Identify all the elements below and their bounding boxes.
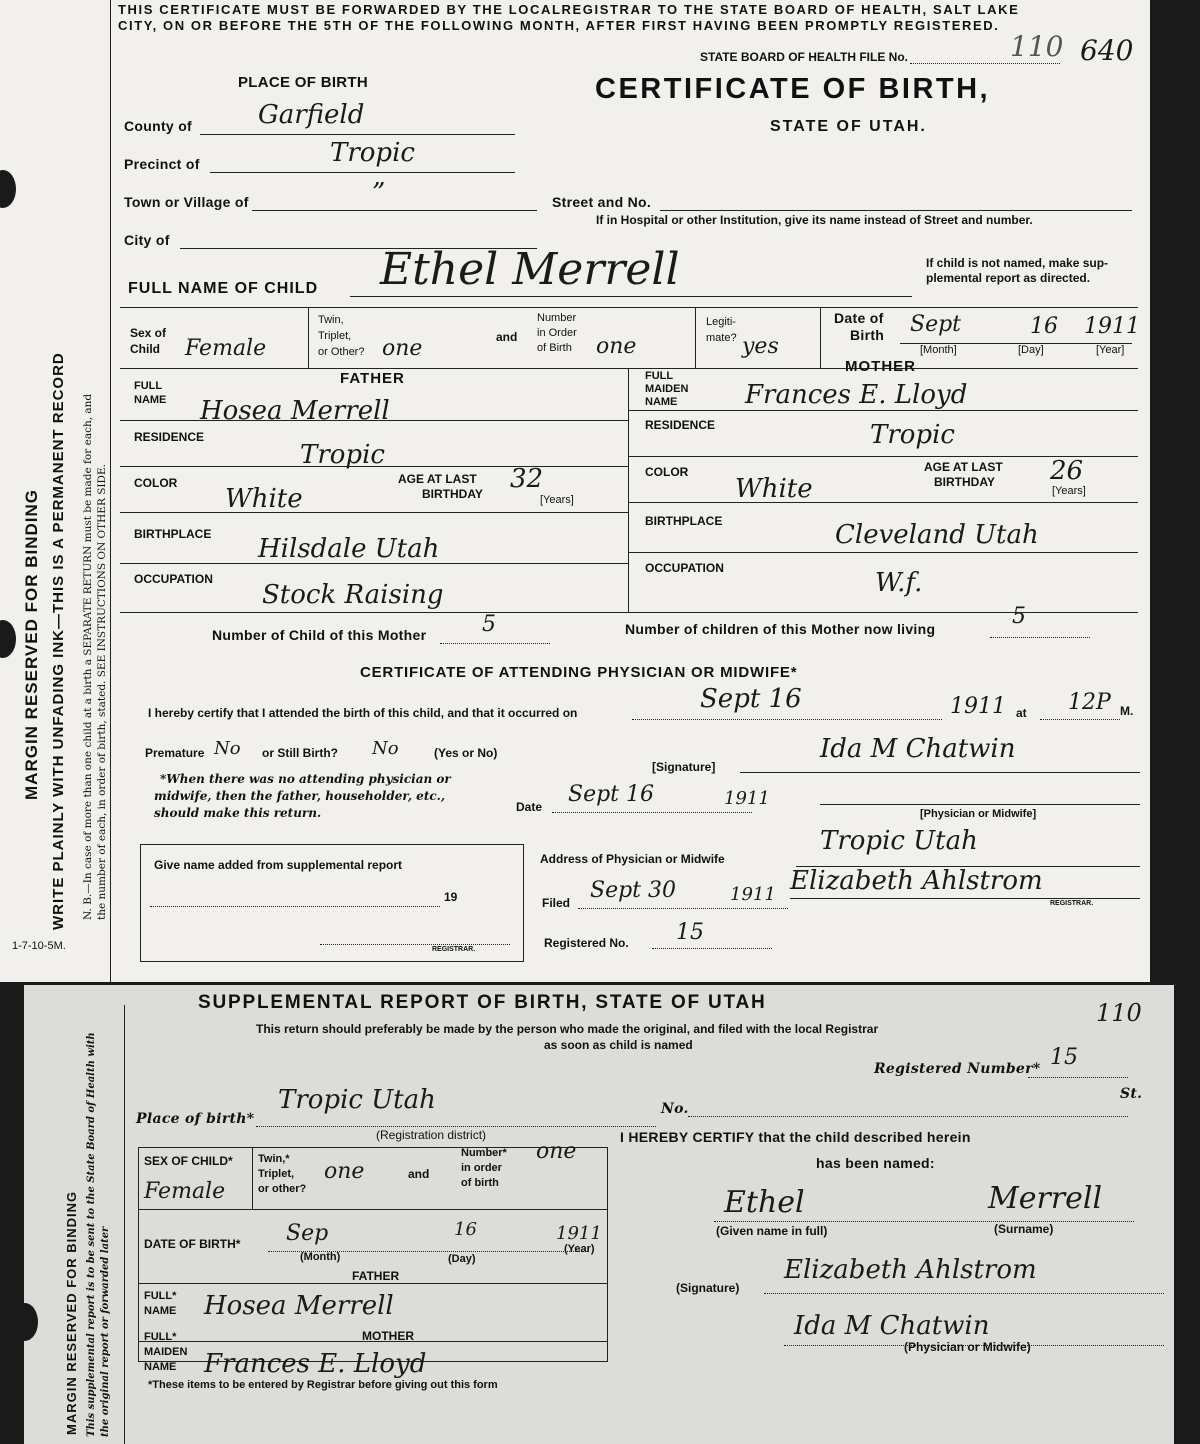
mother-name-label-1: FULL — [645, 370, 674, 382]
at-label: at — [1016, 706, 1027, 720]
dob-label-1: Date of — [834, 310, 884, 326]
surname-caption: (Surname) — [994, 1222, 1054, 1236]
registrar-small: REGISTRAR. — [432, 946, 476, 953]
mother-label-1: FULL* — [144, 1331, 177, 1343]
margin-permanent-record-text: WRITE PLAINLY WITH UNFADING INK—THIS IS A PERMANENT RECORD — [50, 352, 67, 930]
dob-day: 16 — [1030, 314, 1058, 339]
filed-value: Sept 30 — [590, 878, 677, 903]
mother-occupation-label: OCCUPATION — [645, 561, 724, 575]
full-name-value: Ethel Merrell — [380, 244, 680, 295]
father-label-1: FULL* — [144, 1290, 177, 1302]
address-value: Tropic Utah — [820, 826, 978, 856]
mother-label-3: NAME — [144, 1361, 177, 1373]
physician-caption: (Physician or Midwife) — [904, 1340, 1031, 1354]
place-value: Tropic Utah — [278, 1085, 436, 1115]
dob-year: 1911 — [1084, 314, 1140, 339]
still-birth-label: or Still Birth? — [262, 746, 338, 760]
month-caption: (Month) — [300, 1251, 341, 1263]
dob-month: Sep — [286, 1221, 329, 1246]
num-child-label: Number of Child of this Mother — [212, 627, 427, 643]
num-living-value: 5 — [1012, 604, 1026, 629]
and-label: and — [408, 1167, 430, 1181]
num-child-value: 5 — [482, 612, 496, 637]
file-no-label: STATE BOARD OF HEALTH FILE No. — [700, 50, 908, 64]
place-label: Place of birth* — [136, 1111, 255, 1127]
mother-label-2: MAIDEN — [144, 1346, 188, 1358]
father-residence: Tropic — [300, 440, 385, 470]
file-no-value: 110 — [1010, 30, 1064, 63]
address-label: Address of Physician or Midwife — [540, 852, 725, 866]
supplemental-report — [24, 985, 1174, 1444]
m-label: M. — [1120, 704, 1134, 718]
margin-note-1: This supplemental report is to be sent to the State Board of Health with — [86, 1032, 97, 1437]
margin-border — [124, 1005, 125, 1444]
mother-occupation: W.f. — [875, 568, 923, 598]
mother-age-label-1: AGE AT LAST — [924, 460, 1003, 474]
st-label: St. — [1120, 1086, 1143, 1102]
mother-name-value: Frances E. Lloyd — [204, 1349, 427, 1379]
not-named-note-1: If child is not named, make sup- — [926, 256, 1109, 270]
mother-color-label: COLOR — [645, 465, 689, 479]
date-label: Date — [516, 800, 543, 814]
certify-time: 12P — [1068, 690, 1111, 715]
sex-of-child-value: Female — [144, 1179, 226, 1204]
registered-number-label: Registered Number* — [874, 1061, 1041, 1077]
street-label: Street and No. — [552, 194, 652, 210]
mother-birthplace-label: BIRTHPLACE — [645, 514, 723, 528]
twin-value: one — [324, 1159, 365, 1184]
twin-value: one — [382, 336, 423, 361]
father-label-2: NAME — [144, 1305, 177, 1317]
yes-no-caption: (Yes or No) — [434, 746, 498, 760]
hospital-note: If in Hospital or other Institution, give its name instead of Street and number. — [596, 213, 1033, 227]
binding-hole — [0, 620, 16, 658]
footer-note: *These items to be entered by Registrar before giving out this form — [148, 1379, 498, 1391]
header-line-2: CITY, ON OR BEFORE THE 5TH OF THE FOLLOWING MONTH, AFTER FIRST HAVING BEEN PROMPTLY REGISTERED. — [118, 18, 1000, 33]
father-birthplace-label: BIRTHPLACE — [134, 527, 212, 541]
father-color: White — [225, 484, 303, 514]
filed-label: Filed — [542, 896, 571, 910]
month-caption: [Month] — [920, 344, 957, 356]
registered-no-label: Registered No. — [544, 936, 629, 950]
twin-label-1: Twin, — [318, 314, 344, 326]
given-name-caption: (Given name in full) — [716, 1224, 828, 1238]
note-line-1: *When there was no attending physician or — [160, 772, 451, 786]
father-residence-label: RESIDENCE — [134, 430, 205, 444]
certificate-subtitle: STATE OF UTAH. — [770, 118, 927, 135]
father-color-label: COLOR — [134, 476, 178, 490]
binding-hole — [24, 1303, 38, 1341]
county-label: County of — [124, 118, 193, 134]
form-code: 1-7-10-5M. — [12, 940, 66, 952]
mother-age: 26 — [1050, 456, 1084, 486]
place-of-birth-heading: PLACE OF BIRTH — [238, 74, 369, 91]
year-caption: (Year) — [564, 1243, 595, 1255]
signature-physician: Ida M Chatwin — [794, 1311, 990, 1341]
registrar-label: REGISTRAR. — [1050, 900, 1094, 907]
give-name-label: Give name added from supplemental report — [154, 858, 403, 872]
sex-value: Female — [185, 336, 267, 361]
certify-text: I hereby certify that I attended the birth of this child, and that it occurred on — [148, 706, 578, 720]
certify-line-2: has been named: — [816, 1155, 935, 1171]
twin-label-3: or other? — [258, 1183, 307, 1195]
physician-caption: [Physician or Midwife] — [920, 808, 1037, 820]
twin-label-3: or Other? — [318, 346, 365, 358]
still-birth-value: No — [372, 738, 399, 759]
and-label: and — [496, 330, 518, 344]
margin-note-2: the original report or forwarded later — [100, 1226, 111, 1437]
margin-binding-text: MARGIN RESERVED FOR BINDING — [22, 489, 41, 800]
signature-label: [Signature] — [652, 760, 716, 774]
premature-value: No — [214, 738, 241, 759]
twin-label-2: Triplet, — [318, 330, 352, 342]
certify-date: Sept 16 — [700, 684, 802, 714]
date-value: Sept 16 — [568, 782, 655, 807]
mother-heading: MOTHER — [845, 358, 916, 375]
father-years-caption: [Years] — [540, 494, 574, 506]
dob-year: 1911 — [556, 1223, 602, 1244]
precinct-value: Tropic — [330, 138, 415, 168]
physician-signature: Ida M Chatwin — [820, 734, 1016, 764]
margin-note-2: the number of each, in order of birth, stated. SEE INSTRUCTIONS ON OTHER SIDE. — [96, 464, 108, 920]
sex-label-2: Child — [130, 342, 160, 356]
twin-label-1: Twin,* — [258, 1153, 290, 1165]
header-line-1: THIS CERTIFICATE MUST BE FORWARDED BY THE LOCALREGISTRAR TO THE STATE BOARD OF HEALTH, SALT LAKE — [118, 2, 1020, 17]
legit-label-1: Legiti- — [706, 316, 736, 328]
father-age: 32 — [510, 464, 544, 494]
twin-label-2: Triplet, — [258, 1168, 295, 1180]
sex-of-child-label: SEX OF CHILD* — [144, 1154, 233, 1168]
order-value: one — [596, 334, 637, 359]
father-age-label-1: AGE AT LAST — [398, 472, 477, 486]
order-label-3: of Birth — [537, 342, 572, 354]
note-line-2: midwife, then the father, householder, etc., — [154, 789, 446, 803]
given-name-value: Ethel — [724, 1185, 805, 1220]
physician-certificate-title: CERTIFICATE OF ATTENDING PHYSICIAN OR MIDWIFE* — [360, 664, 798, 681]
supplemental-title: SUPPLEMENTAL REPORT OF BIRTH, STATE OF UTAH — [198, 992, 767, 1013]
dob-label-2: Birth — [850, 327, 885, 343]
binding-hole — [0, 170, 16, 208]
order-label-2: in Order — [537, 327, 577, 339]
day-caption: [Day] — [1018, 344, 1044, 356]
father-heading: FATHER — [352, 1269, 400, 1283]
dob-day: 16 — [454, 1219, 477, 1240]
order-label-2: in order — [461, 1162, 502, 1174]
surname-value: Merrell — [988, 1181, 1103, 1216]
order-label-1: Number — [537, 312, 577, 324]
legit-label-2: mate? — [706, 332, 737, 344]
father-name-label-2: NAME — [134, 394, 167, 406]
year-caption: [Year] — [1096, 344, 1125, 356]
certify-line-1: I HEREBY CERTIFY that the child described herein — [620, 1129, 971, 1145]
dob-label: DATE OF BIRTH* — [144, 1237, 241, 1251]
mother-name-value: Frances E. Lloyd — [745, 380, 968, 410]
father-age-label-2: BIRTHDAY — [422, 487, 483, 501]
mother-name-label-3: NAME — [645, 396, 678, 408]
certify-year: 1911 — [950, 694, 1006, 719]
mother-birthplace: Cleveland Utah — [835, 520, 1039, 550]
registrar-signature: Elizabeth Ahlstrom — [790, 866, 1043, 896]
father-name-label-1: FULL — [134, 380, 163, 392]
premature-label: Premature — [145, 746, 205, 760]
father-heading: FATHER — [340, 370, 405, 387]
date-year: 1911 — [724, 788, 770, 809]
day-caption: (Day) — [448, 1253, 476, 1265]
margin-binding-text: MARGIN RESERVED FOR BINDING — [64, 1190, 79, 1435]
mother-heading: MOTHER — [362, 1329, 414, 1343]
signature-registrar: Elizabeth Ahlstrom — [784, 1255, 1037, 1285]
certificate-title: CERTIFICATE OF BIRTH, — [595, 73, 991, 105]
town-label: Town or Village of — [124, 194, 249, 210]
city-label: City of — [124, 232, 170, 248]
mother-age-label-2: BIRTHDAY — [934, 475, 995, 489]
father-name-value: Hosea Merrell — [200, 396, 390, 426]
registered-number-value: 15 — [1050, 1045, 1078, 1070]
order-label-3: of birth — [461, 1177, 499, 1189]
mother-color: White — [735, 474, 813, 504]
give-name-year: 19 — [444, 890, 458, 904]
corner-number: 110 — [1096, 999, 1142, 1027]
margin-note-1: N. B.—In case of more than one child at a birth a SEPARATE RETURN must be made for each, and — [82, 393, 94, 920]
supplemental-note-1: This return should preferably be made by the person who made the original, and filed with the local Registrar — [256, 1022, 879, 1036]
sex-label-1: Sex of — [130, 326, 167, 340]
full-name-label: FULL NAME OF CHILD — [128, 280, 319, 297]
father-name-value: Hosea Merrell — [204, 1291, 394, 1321]
signature-label: (Signature) — [676, 1281, 740, 1295]
legit-value: yes — [742, 334, 779, 359]
father-occupation: Stock Raising — [262, 580, 444, 610]
order-value: one — [536, 1139, 577, 1164]
mother-name-label-2: MAIDEN — [645, 383, 689, 395]
registration-district-caption: (Registration district) — [376, 1128, 487, 1142]
filed-year: 1911 — [730, 884, 776, 905]
town-value: ” — [372, 178, 386, 208]
margin-border — [110, 0, 111, 982]
order-label-1: Number* — [461, 1147, 507, 1159]
mother-residence-label: RESIDENCE — [645, 418, 716, 432]
mother-residence: Tropic — [870, 420, 955, 450]
mother-years-caption: [Years] — [1052, 485, 1086, 497]
precinct-label: Precinct of — [124, 156, 200, 172]
father-occupation-label: OCCUPATION — [134, 572, 213, 586]
num-living-label: Number of children of this Mother now living — [625, 621, 936, 637]
file-no-extra: 640 — [1080, 34, 1134, 67]
not-named-note-2: plemental report as directed. — [926, 271, 1091, 285]
county-value: Garfield — [258, 100, 365, 130]
father-birthplace: Hilsdale Utah — [258, 534, 440, 564]
note-line-3: should make this return. — [154, 806, 322, 820]
supplemental-note-2: as soon as child is named — [544, 1038, 693, 1052]
no-label: No. — [661, 1101, 689, 1117]
dob-month: Sept — [910, 312, 962, 337]
registered-no-value: 15 — [676, 920, 704, 945]
